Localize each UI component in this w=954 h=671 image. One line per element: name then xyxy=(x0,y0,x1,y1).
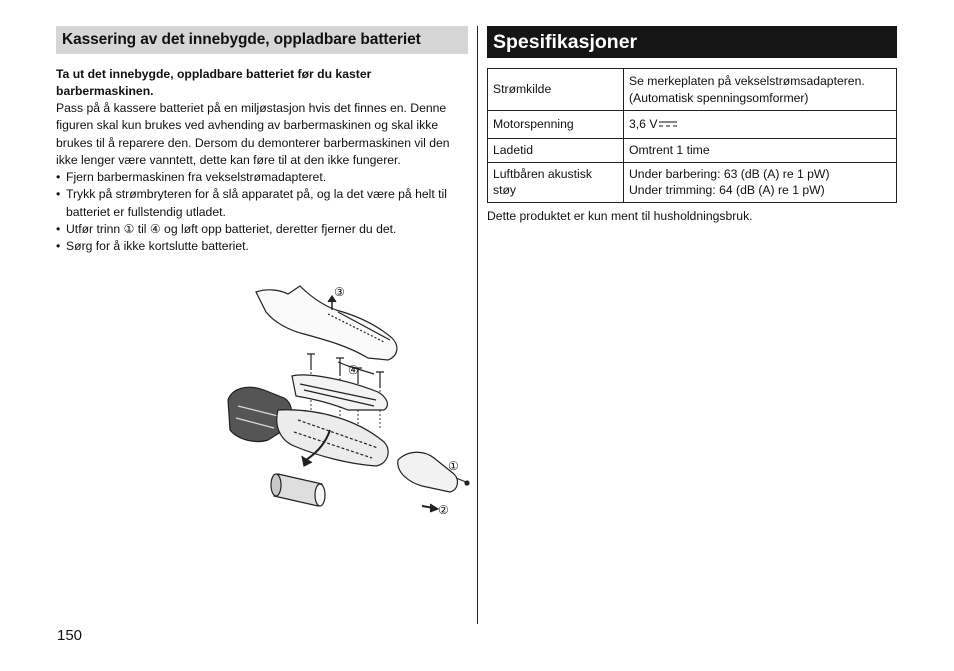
list-item xyxy=(56,186,468,221)
disassembly-illustration xyxy=(208,280,478,520)
table-row xyxy=(488,139,897,163)
bullet-text: Trykk på strømbryteren for å slå apparatet på, og la det være på helt til batteriet er fullstendig utladet. xyxy=(66,187,447,219)
battery-disposal-section xyxy=(56,26,468,256)
table-row xyxy=(488,111,897,139)
bullet-text: Utfør trinn xyxy=(66,222,124,237)
section-heading: Kassering av det innebygde, oppladbare batteriet xyxy=(56,26,468,54)
step-2-label: ② xyxy=(438,503,449,517)
spec-label: Motorspenning xyxy=(488,111,624,139)
value-line: (Automatisk spenningsomformer) xyxy=(629,90,809,105)
list-item xyxy=(56,169,468,186)
table-row xyxy=(488,69,897,111)
page-number: 150 xyxy=(57,627,83,644)
steps-list xyxy=(56,169,468,255)
step-4-label: ④ xyxy=(348,363,359,377)
value-line: Under barbering: 63 (dB (A) re 1 pW) xyxy=(629,166,830,181)
battery xyxy=(271,474,325,506)
bullet-text: Fjern barbermaskinen fra vekselstrømadapteret. xyxy=(66,170,327,185)
top-cover xyxy=(256,286,397,360)
step-marker: ④ xyxy=(149,222,161,237)
intro-warning: Ta ut det innebygde, oppladbare batteriet før du kaster barbermaskinen. xyxy=(56,67,372,98)
column-divider xyxy=(477,26,478,624)
value-line: 3,6 V xyxy=(629,117,658,132)
table-row xyxy=(488,162,897,202)
spec-value xyxy=(624,162,897,202)
spec-value xyxy=(624,111,897,139)
step-3-label: ③ xyxy=(334,285,345,299)
spec-table xyxy=(487,68,897,203)
bullet-text: Sørg for å ikke kortslutte batteriet. xyxy=(66,239,249,254)
step-marker: ① xyxy=(123,222,135,237)
page-title: Spesifikasjoner xyxy=(487,26,897,58)
list-item xyxy=(56,221,468,238)
spec-value xyxy=(624,69,897,111)
value-line: Under trimming: 64 (dB (A) re 1 pW) xyxy=(629,183,825,197)
bullet-text: og løft opp batteriet, deretter fjerner du det. xyxy=(160,222,397,237)
value-line: Se merkeplaten på vekselstrømsadapteren. xyxy=(629,74,865,88)
dc-symbol-icon xyxy=(659,120,677,128)
specifications-section xyxy=(487,26,897,225)
bullet-text: til xyxy=(134,222,150,237)
spec-label: Ladetid xyxy=(488,139,624,163)
list-item xyxy=(56,238,468,255)
disposal-paragraph: Pass på å kassere batteriet på en miljøstasjon hvis det finnes en. Denne figuren skal kun brukes ved avhending av barbermaskinen og skal ikke brukes til å reparere den. Dersom du demonterer barbermaskinen vil den ikke lenger være vanntett, dette kan føre til at den ikke fungerer. xyxy=(56,101,450,167)
spec-label: Luftbåren akustisk støy xyxy=(488,162,624,202)
spec-value: Omtrent 1 time xyxy=(624,139,897,163)
step-1-label: ① xyxy=(448,459,459,473)
household-note: Dette produktet er kun ment til husholdningsbruk. xyxy=(487,208,753,223)
spec-label: Strømkilde xyxy=(488,69,624,111)
